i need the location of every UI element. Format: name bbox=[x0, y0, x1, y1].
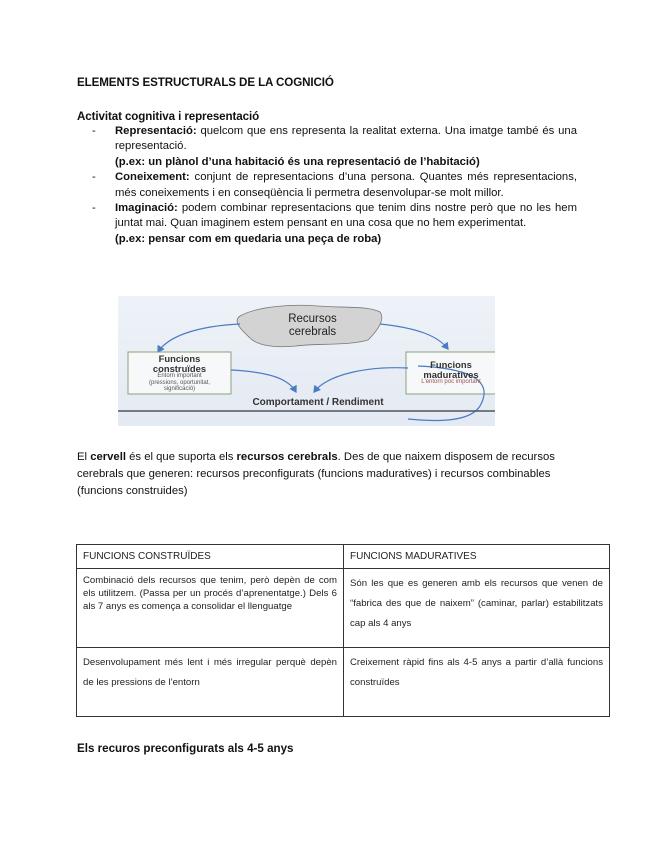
table-header-cell: FUNCIONS MADURATIVES bbox=[344, 545, 610, 569]
arrow-right-to-bottom bbox=[314, 368, 408, 392]
bullet-dash: - bbox=[92, 202, 96, 215]
term-definition: podem combinar representacions que tenim dins nostre però que no les hem juntat mai. Quan imaginem estem pensant en una cosa que no hem experimentat. bbox=[115, 202, 577, 230]
center-label bbox=[270, 313, 355, 339]
table-row bbox=[77, 648, 610, 717]
table-cell: Desenvolupament més lent i més irregular perquè depèn de les pressions de l’entorn bbox=[77, 648, 344, 717]
arrow-to-left bbox=[158, 324, 240, 352]
section-heading: Activitat cognitiva i representació bbox=[77, 110, 260, 123]
table-cell: Creixement ràpid fins als 4-5 anys a partir d’allà funcions construïdes bbox=[344, 648, 610, 717]
bullet-list bbox=[77, 124, 577, 247]
right-sub-line1: L'entorn poc important bbox=[421, 379, 481, 386]
table-header-row bbox=[77, 545, 610, 569]
center-label-line1: Recursos bbox=[288, 313, 337, 325]
left-box-label bbox=[128, 354, 231, 393]
arrow-left-to-bottom bbox=[231, 370, 296, 392]
bullet-dash: - bbox=[92, 171, 96, 184]
left-sub-line3: significació) bbox=[163, 386, 196, 393]
bottom-heading: Els recuros preconfigurats als 4-5 anys bbox=[77, 742, 294, 755]
term-definition: quelcom que ens representa la realitat externa. Una imatge també és una representació. bbox=[115, 125, 577, 153]
table-header-cell: FUNCIONS CONSTRUÏDES bbox=[77, 545, 344, 569]
arrow-to-right bbox=[380, 324, 448, 349]
paragraph-bold: cervell bbox=[90, 451, 126, 463]
table-cell: Combinació dels recursos que tenim, però depèn de com els utilitzem. (Passa per un procés d’aprenentatge.) Dels 6 als 7 anys es comença a consolidar el llenguatge bbox=[77, 569, 344, 648]
paragraph-bold: recursos cerebrals bbox=[236, 451, 338, 463]
example-text: (p.ex: pensar com em quedaria una peça de roba) bbox=[115, 232, 382, 245]
body-paragraph bbox=[77, 449, 577, 501]
cognition-diagram bbox=[118, 296, 495, 426]
term-definition: conjunt de representacions d’una persona. Quantes més representacions, més coneixements i en conseqüència li permetra desenvolupar-se molt millor. bbox=[115, 171, 577, 199]
table-row bbox=[77, 569, 610, 648]
list-item-imaginacio bbox=[77, 201, 577, 247]
table-cell: Són les que es generen amb els recursos que venen de “fabrica des que de naixem” (caminar, parlar) estabilitzats cap als 4 anys bbox=[344, 569, 610, 648]
left-sub-line2: (pressions, oportunitat, bbox=[148, 379, 211, 386]
right-title-line1: Funcions bbox=[430, 359, 472, 370]
right-box-label bbox=[406, 360, 496, 386]
right-title-line2: maduratives bbox=[423, 368, 479, 380]
paragraph-text: és el que suporta els bbox=[126, 451, 237, 463]
comparison-table bbox=[76, 544, 610, 717]
paragraph-text: . Des de que naixem disposem de recursos cerebrals que generen: recursos preconfigurats (funcions maduratives) i recursos combinables (funcions construides) bbox=[77, 451, 555, 498]
left-title-line1: Funcions bbox=[158, 353, 201, 364]
list-item-coneixement bbox=[77, 170, 577, 201]
document-title: ELEMENTS ESTRUCTURALS DE LA COGNICIÓ bbox=[77, 76, 334, 89]
bottom-label: Comportament / Rendiment bbox=[252, 397, 384, 408]
paragraph-text: El bbox=[77, 451, 91, 463]
example-text: (p.ex: un plànol d’una habitació és una representació de l’habitació) bbox=[115, 155, 480, 168]
term-label: Imaginació: bbox=[115, 202, 178, 215]
left-sub-line1: Entorn important bbox=[157, 373, 202, 380]
term-label: Coneixement: bbox=[115, 171, 190, 184]
list-item-representacio bbox=[77, 124, 577, 170]
left-title-line2: construïdes bbox=[152, 362, 207, 374]
center-label-line2: cerebrals bbox=[288, 326, 337, 338]
term-label: Representació: bbox=[115, 125, 197, 137]
bullet-dash: - bbox=[92, 125, 96, 137]
